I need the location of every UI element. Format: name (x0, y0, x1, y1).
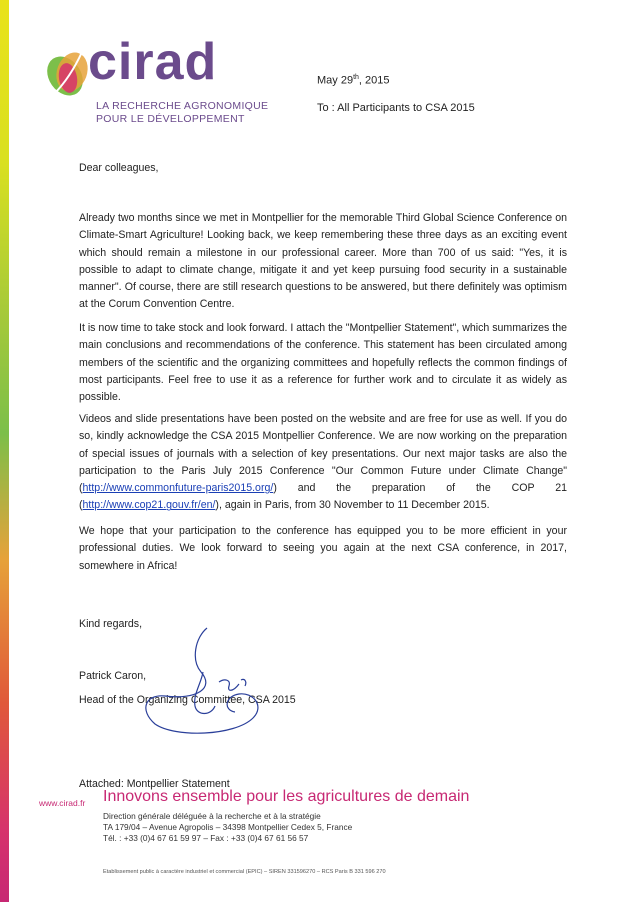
signature-icon (135, 620, 305, 740)
brand-name: cirad (88, 33, 218, 91)
paragraph-2: It is now time to take stock and look forward. I attach the "Montpellier Statement", which summarizes the main conclusions and recommendations of the conference. This statement has been circulated among members of the scientific and the organizing committees and hopefully reflects the common findings of most participants. Feel free to use it as a reference for further work and to circulate it as widely as possible. (79, 322, 567, 404)
commonfuture-link[interactable]: http://www.commonfuture-paris2015.org/ (82, 482, 274, 495)
leaf-icon (44, 48, 93, 102)
signer-title: Head of the Organizing Committee, CSA 2015 (79, 694, 296, 706)
letter-date: May 29th, 2015 (317, 74, 390, 87)
footer-legal: Etablissement public à caractère industriel et commercial (EPIC) – SIREN 331596270 – RCS Paris B 331 596 270 (103, 869, 386, 875)
signer-name: Patrick Caron, (79, 670, 147, 682)
footer-website[interactable]: www.cirad.fr (39, 798, 86, 808)
attachment-note: Attached: Montpellier Statement (79, 778, 230, 790)
letter-recipient: To : All Participants to CSA 2015 (317, 102, 475, 114)
footer-address: Direction générale déléguée à la recherche et à la stratégie TA 179/04 – Avenue Agropolis – 34398 Montpellier Cedex 5, France Tél. : +33 (0)4 67 61 59 97 – Fax : +33 (0)4 67 61 56 57 (103, 811, 353, 843)
paragraph-3: Videos and slide presentations have been posted on the website and are free for use as well. If you do so, kindly acknowledge the CSA 2015 Montpellier Conference. We are now working on the preparation of special issues of journals with a selection of key presentations. Our next major tasks are also the participation to the Paris July 2015 Conference "Our Common Future under Climate Change" (http://www.commonfuture-paris2015.org/) and the preparation of the COP 21 (http://www.cop21.gouv.fr/en/), again in Paris, from 30 November to 11 December 2015. (79, 413, 567, 512)
greeting: Dear colleagues, (79, 162, 159, 174)
footer-slogan: Innovons ensemble pour les agricultures de demain (103, 788, 470, 805)
paragraph-4: We hope that your participation to the conference has equipped you to be more efficient in your professional duties. We look forward to seeing you again at the next CSA conference, in 2017, somewhere in Africa! (79, 525, 567, 572)
color-sidebar (0, 0, 9, 902)
paragraph-1: Already two months since we met in Montpellier for the memorable Third Global Science Conference on Climate-Smart Agriculture! Looking back, we keep remembering these three days as an exciting event which should remain a milestone in our professional career. More than 700 of us said: "Yes, it is possible to adapt to climate change, mitigate it and yet keep pursuing food security in a sustainable manner". Of course, there are still research questions to be answered, but there definitely was optimism at the Corum Convention Centre. (79, 212, 567, 311)
closing: Kind regards, (79, 618, 143, 630)
cop21-link[interactable]: http://www.cop21.gouv.fr/en/ (82, 499, 216, 512)
brand-tagline: LA RECHERCHE AGRONOMIQUE POUR LE DÉVELOPPEMENT (96, 100, 269, 125)
